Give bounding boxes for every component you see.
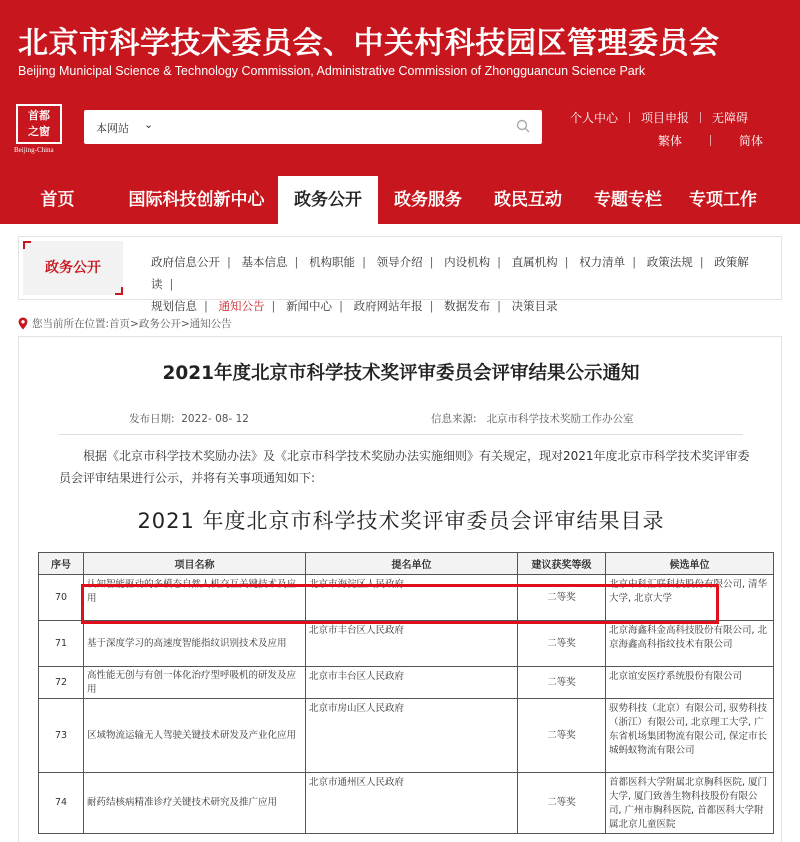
results-list-title: 2021 年度北京市科学技术奖评审委员会评审结果目录 bbox=[137, 509, 665, 533]
nav-government-services[interactable]: 政务服务 bbox=[394, 190, 462, 210]
table-row bbox=[39, 667, 774, 699]
subnav-link[interactable]: 领导介绍 bbox=[376, 255, 423, 269]
candidate-units: 首都医科大学附属北京胸科医院, 厦门大学, 厦门致善生物科技股份有限公司, 广州市胸科医院, 首都医科大学附属北京儿童医院 bbox=[606, 773, 774, 834]
simplified-chinese-link[interactable]: 简体 bbox=[739, 134, 764, 148]
column-header: 序号 bbox=[39, 553, 84, 575]
table-row bbox=[39, 575, 774, 621]
breadcrumb-item[interactable]: 首页 bbox=[109, 318, 131, 330]
search-scope-select[interactable]: 本网站 bbox=[96, 122, 129, 135]
publish-date bbox=[129, 411, 249, 426]
subnav-link[interactable]: 决策目录 bbox=[511, 299, 558, 313]
project-name: 区域物流运输无人驾驶关键技术研发及产业化应用 bbox=[84, 699, 306, 773]
column-header: 项目名称 bbox=[84, 553, 306, 575]
row-index: 70 bbox=[39, 575, 84, 621]
table-header-row bbox=[39, 553, 774, 575]
article-title: 2021年度北京市科学技术奖评审委员会评审结果公示通知 bbox=[162, 363, 640, 384]
candidate-units: 北京谊安医疗系统股份有限公司 bbox=[606, 667, 774, 699]
breadcrumb-item[interactable]: 政务公开 bbox=[138, 318, 181, 330]
candidate-units: 驭势科技（北京）有限公司, 驭势科技（浙江）有限公司, 北京理工大学, 广东省机场集团物流有限公司, 保定市长城蚂蚁物流有限公司 bbox=[606, 699, 774, 773]
location-pin-icon bbox=[18, 317, 28, 330]
accessibility-link[interactable]: 无障碍 bbox=[712, 111, 749, 125]
candidate-units: 北京中科汇联科技股份有限公司, 清华大学, 北京大学 bbox=[606, 575, 774, 621]
nominating-unit: 北京市丰台区人民政府 bbox=[306, 667, 518, 699]
subnav-link[interactable]: 政府信息公开 bbox=[151, 255, 220, 269]
row-index: 74 bbox=[39, 773, 84, 834]
search-icon[interactable] bbox=[516, 119, 530, 133]
subnav-links: 政府信息公开 | 基本信息 | 机构职能 | 领导介绍 | 内设机构 | 直属机构 | 权力清单 | 政策法规 | 政策解读 | 规划信息 | 通知公告 | 新闻中心 | 政府网站年报 | 数据发布 | 决策目录 bbox=[151, 255, 749, 313]
table-row bbox=[39, 621, 774, 667]
breadcrumb-prefix: 您当前所在位置: bbox=[32, 318, 110, 330]
subnav-link-current[interactable]: 通知公告 bbox=[218, 299, 265, 313]
row-index: 71 bbox=[39, 621, 84, 667]
table-row bbox=[39, 773, 774, 834]
subnav-link[interactable]: 数据发布 bbox=[444, 299, 491, 313]
nav-home[interactable]: 首页 bbox=[40, 190, 75, 210]
publish-date-value: 2022- 08- 12 bbox=[181, 413, 249, 425]
utility-links bbox=[570, 106, 780, 152]
subnav-label: 政务公开 bbox=[45, 260, 101, 276]
nav-innovation-center[interactable]: 国际科技创新中心 bbox=[128, 190, 265, 210]
project-name: 基于深度学习的高速度智能指纹识别技术及应用 bbox=[84, 621, 306, 667]
breadcrumb bbox=[18, 316, 232, 331]
nav-government-affairs[interactable]: 政务公开 bbox=[278, 176, 378, 224]
nominating-unit: 北京市海淀区人民政府 bbox=[306, 575, 518, 621]
subnav-link[interactable]: 直属机构 bbox=[511, 255, 558, 269]
project-application-link[interactable]: 项目申报 bbox=[641, 111, 690, 125]
subnav-label-box bbox=[23, 241, 123, 295]
chevron-down-icon[interactable]: ⌄ bbox=[144, 118, 154, 131]
award-level: 二等奖 bbox=[518, 699, 606, 773]
logo-text-top: 首都 bbox=[28, 109, 50, 122]
row-index: 73 bbox=[39, 699, 84, 773]
site-title: 北京市科学技术委员会、中关村科技园区管理委员会 bbox=[18, 26, 720, 61]
nominating-unit: 北京市丰台区人民政府 bbox=[306, 621, 518, 667]
site-header bbox=[0, 0, 800, 224]
candidate-units: 北京海鑫科金高科技股份有限公司, 北京海鑫高科指纹技术有限公司 bbox=[606, 621, 774, 667]
nav-public-interaction[interactable]: 政民互动 bbox=[494, 190, 562, 210]
award-level: 二等奖 bbox=[518, 773, 606, 834]
table-row bbox=[39, 699, 774, 773]
publish-date-label: 发布日期: bbox=[129, 413, 175, 425]
traditional-chinese-link[interactable]: 繁体 bbox=[658, 134, 683, 148]
nominating-unit: 北京市房山区人民政府 bbox=[306, 699, 518, 773]
award-level: 二等奖 bbox=[518, 621, 606, 667]
info-source-label: 信息来源: bbox=[431, 413, 477, 425]
column-header: 建议获奖等级 bbox=[518, 553, 606, 575]
nav-special-topics[interactable]: 专题专栏 bbox=[594, 190, 662, 210]
nav-special-work[interactable]: 专项工作 bbox=[689, 190, 757, 210]
meta-divider bbox=[59, 434, 743, 435]
project-name: 高性能无创与有创一体化治疗型呼吸机的研发及应用 bbox=[84, 667, 306, 699]
subnav-panel bbox=[18, 236, 782, 313]
main-nav bbox=[0, 176, 800, 224]
subnav-link[interactable]: 新闻中心 bbox=[286, 299, 333, 313]
award-level: 二等奖 bbox=[518, 575, 606, 621]
personal-center-link[interactable]: 个人中心 bbox=[570, 111, 619, 125]
project-name: 认知智能驱动的多模态自然人机交互关键技术及应用 bbox=[84, 575, 306, 621]
subnav-link[interactable]: 权力清单 bbox=[579, 255, 626, 269]
subnav-link[interactable]: 机构职能 bbox=[309, 255, 356, 269]
nominating-unit: 北京市通州区人民政府 bbox=[306, 773, 518, 834]
logo-caption: Beijing-China bbox=[14, 146, 54, 154]
results-table bbox=[38, 552, 774, 834]
breadcrumb-item[interactable]: 通知公告 bbox=[189, 318, 232, 330]
subnav-link[interactable]: 政府网站年报 bbox=[353, 299, 423, 313]
search-box bbox=[84, 110, 542, 144]
article-container bbox=[18, 336, 782, 842]
breadcrumb-separator: > bbox=[130, 317, 139, 330]
search-input[interactable] bbox=[164, 116, 494, 138]
award-level: 二等奖 bbox=[518, 667, 606, 699]
column-header: 提名单位 bbox=[306, 553, 518, 575]
project-name: 耐药结核病精准诊疗关键技术研究及推广应用 bbox=[84, 773, 306, 834]
column-header: 候选单位 bbox=[606, 553, 774, 575]
row-index: 72 bbox=[39, 667, 84, 699]
subnav-link[interactable]: 政策法规 bbox=[646, 255, 693, 269]
subnav-link[interactable]: 内设机构 bbox=[444, 255, 491, 269]
site-subtitle: Beijing Municipal Science & Technology Commission, Administrative Commission of Zhongguancun Science Park bbox=[18, 64, 646, 78]
article-body: 根据《北京市科学技术奖励办法》及《北京市科学技术奖励办法实施细则》有关规定，现对2021年度北京市科学技术奖评审委员会评审结果进行公示，并将有关事项通知如下: bbox=[59, 449, 750, 485]
info-source-value: 北京市科学技术奖励工作办公室 bbox=[486, 413, 634, 425]
subnav-link[interactable]: 规划信息 bbox=[151, 299, 197, 313]
subnav-link[interactable]: 基本信息 bbox=[241, 255, 288, 269]
breadcrumb-separator: > bbox=[180, 317, 190, 330]
logo-text-bottom: 之窗 bbox=[28, 125, 50, 138]
capital-window-logo[interactable] bbox=[16, 104, 62, 144]
info-source bbox=[431, 411, 634, 426]
subnav-link[interactable]: 政策解读 bbox=[151, 255, 749, 291]
